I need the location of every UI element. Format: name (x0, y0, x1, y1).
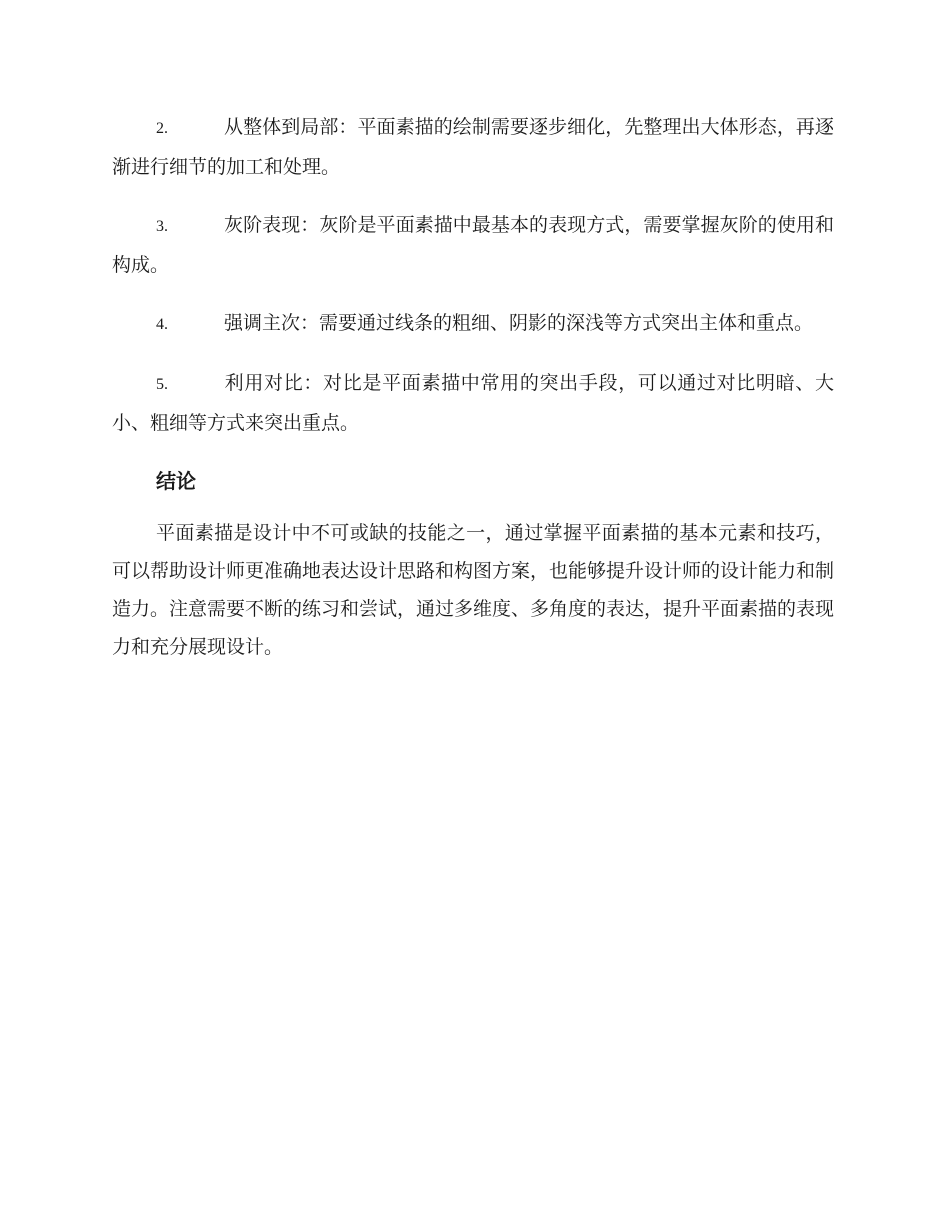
list-item (112, 206, 834, 284)
list-item-number: 4. (156, 316, 168, 333)
list-item-text: 强调主次：需要通过线条的粗细、阴影的深浅等方式突出主体和重点。 (224, 312, 814, 334)
list-item-number: 5. (156, 376, 168, 393)
list-item-text: 利用对比：对比是平面素描中常用的突出手段，可以通过对比明暗、大小、粗细等方式来突出重点。 (112, 372, 834, 434)
list-item (112, 108, 834, 186)
list-item (112, 304, 834, 344)
list-item (112, 364, 834, 442)
list-item-text: 从整体到局部：平面素描的绘制需要逐步细化，先整理出大体形态，再逐渐进行细节的加工和处理。 (112, 116, 834, 178)
list-item-number: 2. (156, 120, 168, 137)
conclusion-heading: 结论 (156, 469, 196, 493)
conclusion-paragraph: 平面素描是设计中不可或缺的技能之一，通过掌握平面素描的基本元素和技巧，可以帮助设计师更准确地表达设计思路和构图方案，也能够提升设计师的设计能力和制造力。注意需要不断的练习和尝试，通过多维度、多角度的表达，提升平面素描的表现力和充分展现设计。 (112, 522, 835, 658)
list-item-number: 3. (156, 218, 168, 235)
document-body (112, 108, 834, 666)
list-item-text: 灰阶表现：灰阶是平面素描中最基本的表现方式，需要掌握灰阶的使用和构成。 (112, 214, 834, 276)
